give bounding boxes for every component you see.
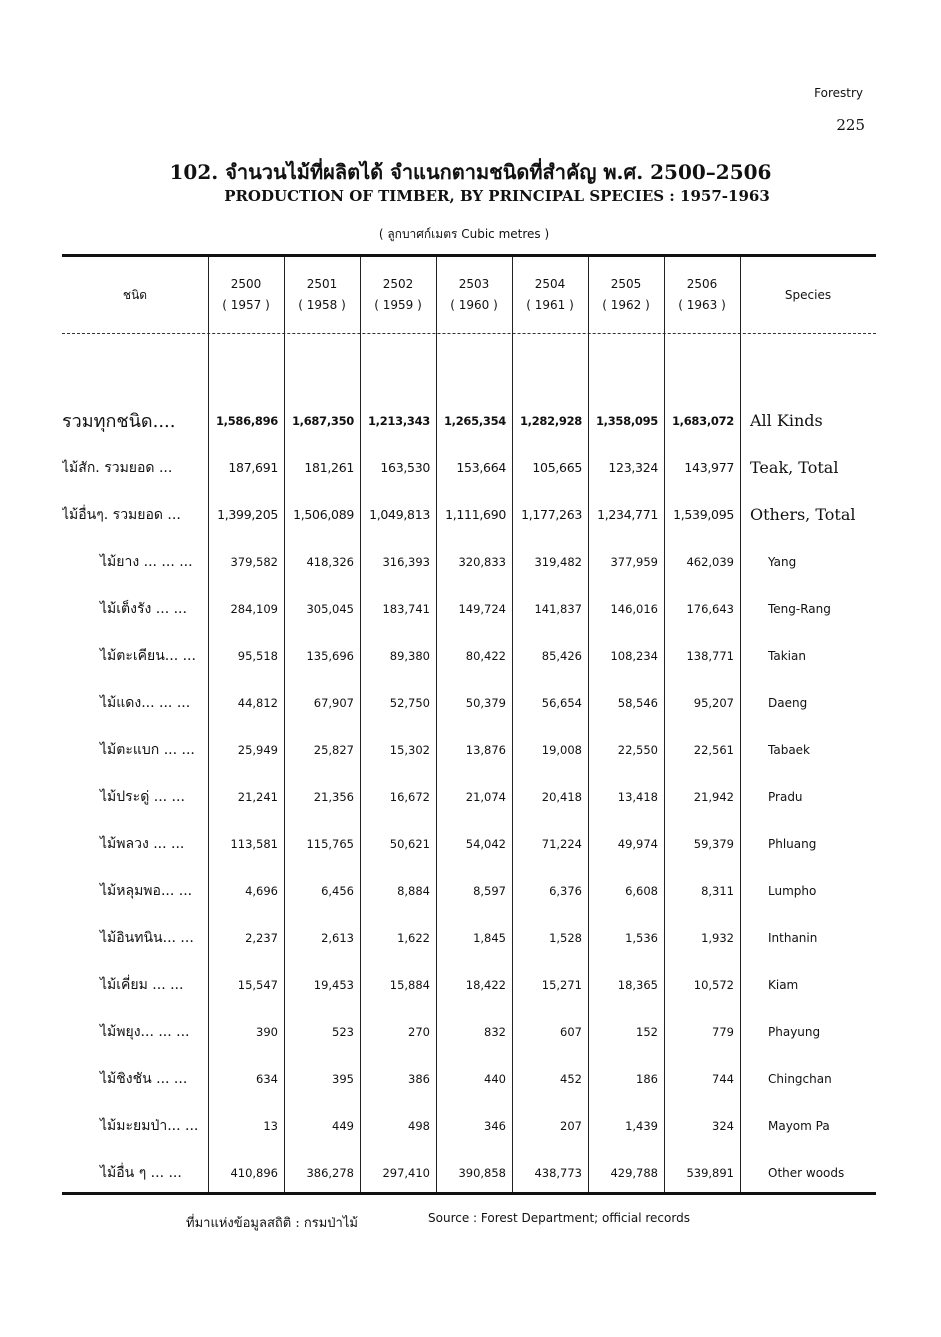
species-name-english: All Kinds	[750, 411, 823, 430]
volume-cell: 149,724	[458, 601, 506, 616]
table-row	[62, 444, 876, 491]
volume-cell: 15,302	[389, 742, 430, 757]
volume-cell: 135,696	[306, 648, 354, 663]
table-row	[62, 1008, 876, 1055]
volume-cell: 1,177,263	[521, 507, 582, 522]
volume-cell: 15,271	[541, 977, 582, 992]
volume-cell: 1,539,095	[673, 507, 734, 522]
volume-cell: 20,418	[541, 789, 582, 804]
table-row	[62, 397, 876, 444]
volume-cell: 80,422	[465, 648, 506, 663]
volume-cell: 15,547	[237, 977, 278, 992]
species-name-thai: ไม้อื่นๆ. รวมยอด ...	[62, 506, 181, 523]
section-label: Forestry	[814, 86, 863, 100]
volume-cell: 1,528	[549, 930, 582, 945]
volume-cell: 146,016	[610, 601, 658, 616]
volume-cell: 13	[263, 1118, 278, 1133]
species-name-thai: ไม้อื่น ๆ ... ...	[100, 1164, 182, 1181]
volume-cell: 49,974	[617, 836, 658, 851]
table-row	[62, 820, 876, 867]
year-header	[512, 257, 588, 333]
volume-cell: 1,439	[625, 1118, 658, 1133]
volume-cell: 316,393	[382, 554, 430, 569]
species-name-english: Mayom Pa	[768, 1118, 830, 1133]
volume-cell: 438,773	[534, 1165, 582, 1180]
volume-cell: 115,765	[306, 836, 354, 851]
volume-cell: 4,696	[245, 883, 278, 898]
species-name-english: Inthanin	[768, 930, 818, 945]
volume-cell: 6,376	[549, 883, 582, 898]
volume-cell: 176,643	[686, 601, 734, 616]
volume-cell: 8,311	[701, 883, 734, 898]
volume-cell: 832	[484, 1024, 506, 1039]
volume-cell: 18,365	[617, 977, 658, 992]
volume-cell: 19,453	[313, 977, 354, 992]
table-row	[62, 1149, 876, 1196]
unit-note: ( ลูกบาศก์เมตร Cubic metres )	[378, 227, 550, 241]
volume-cell: 85,426	[541, 648, 582, 663]
spacer-row	[62, 333, 876, 397]
data-table	[62, 257, 876, 1196]
table-row	[62, 1055, 876, 1102]
volume-cell: 181,261	[304, 460, 354, 475]
volume-cell: 440	[484, 1071, 506, 1086]
volume-cell: 123,324	[608, 460, 658, 475]
volume-cell: 1,265,354	[443, 413, 506, 428]
species-name-thai: ไม้เต็งรัง ... ...	[100, 600, 187, 617]
volume-cell: 50,621	[389, 836, 430, 851]
volume-cell: 143,977	[684, 460, 734, 475]
volume-cell: 539,891	[686, 1165, 734, 1180]
species-name-thai: ไม้ตะเคียน... ...	[100, 647, 196, 664]
volume-cell: 320,833	[458, 554, 506, 569]
species-name-english: Pradu	[768, 789, 803, 804]
volume-cell: 16,672	[389, 789, 430, 804]
year-be: 2505	[610, 277, 642, 291]
volume-cell: 25,827	[313, 742, 354, 757]
volume-cell: 18,422	[465, 977, 506, 992]
page-number: 225	[836, 116, 865, 134]
volume-cell: 379,582	[230, 554, 278, 569]
volume-cell: 22,561	[693, 742, 734, 757]
volume-cell: 52,750	[389, 695, 430, 710]
table-row	[62, 961, 876, 1008]
volume-cell: 50,379	[465, 695, 506, 710]
volume-cell: 71,224	[541, 836, 582, 851]
volume-cell: 187,691	[228, 460, 278, 475]
table-title-thai: 102. จำนวนไม้ที่ผลิตได้ จำแนกตามชนิดที่สำคัญ พ.ศ. 2500–2506	[169, 160, 772, 184]
table-title-english: PRODUCTION OF TIMBER, BY PRINCIPAL SPECIES : 1957-1963	[224, 187, 770, 205]
species-name-english: Tabaek	[768, 742, 810, 757]
volume-cell: 1,536	[625, 930, 658, 945]
species-name-english: Daeng	[768, 695, 808, 710]
year-ce: ( 1963 )	[678, 298, 726, 312]
volume-cell: 284,109	[230, 601, 278, 616]
volume-cell: 207	[560, 1118, 582, 1133]
volume-cell: 1,049,813	[369, 507, 430, 522]
volume-cell: 1,932	[701, 930, 734, 945]
species-name-thai: ไม้ชิงชัน ... ...	[100, 1070, 188, 1087]
volume-cell: 319,482	[534, 554, 582, 569]
species-header-english: Species	[784, 287, 832, 302]
species-name-thai: ไม้พลวง ... ...	[100, 835, 185, 852]
year-be: 2503	[458, 277, 490, 291]
species-name-english: Others, Total	[750, 505, 856, 524]
volume-cell: 744	[712, 1071, 734, 1086]
volume-cell: 89,380	[389, 648, 430, 663]
volume-cell: 270	[408, 1024, 430, 1039]
year-header	[664, 257, 740, 333]
source-english: Source : Forest Department; official records	[428, 1211, 690, 1225]
year-header	[360, 257, 436, 333]
year-be: 2501	[306, 277, 338, 291]
species-name-english: Other woods	[768, 1165, 845, 1180]
species-name-english: Teng-Rang	[768, 601, 831, 616]
species-name-thai: ไม้มะยมป่า... ...	[100, 1117, 199, 1134]
volume-cell: 152	[636, 1024, 658, 1039]
volume-cell: 21,074	[465, 789, 506, 804]
volume-cell: 54,042	[465, 836, 506, 851]
year-ce: ( 1959 )	[374, 298, 422, 312]
volume-cell: 21,241	[237, 789, 278, 804]
volume-cell: 1,358,095	[595, 413, 658, 428]
volume-cell: 25,949	[237, 742, 278, 757]
volume-cell: 523	[332, 1024, 354, 1039]
volume-cell: 13,418	[617, 789, 658, 804]
volume-cell: 1,687,350	[291, 413, 354, 428]
volume-cell: 44,812	[237, 695, 278, 710]
year-header	[588, 257, 664, 333]
volume-cell: 390,858	[458, 1165, 506, 1180]
volume-cell: 452	[560, 1071, 582, 1086]
table-row	[62, 679, 876, 726]
volume-cell: 95,207	[693, 695, 734, 710]
timber-production-table	[62, 254, 876, 1196]
volume-cell: 8,884	[397, 883, 430, 898]
volume-cell: 395	[332, 1071, 354, 1086]
volume-cell: 429,788	[610, 1165, 658, 1180]
year-header	[208, 257, 284, 333]
volume-cell: 56,654	[541, 695, 582, 710]
volume-cell: 183,741	[382, 601, 430, 616]
volume-cell: 1,683,072	[671, 413, 734, 428]
species-name-thai: ไม้อินทนิน... ...	[100, 929, 194, 946]
volume-cell: 1,213,343	[367, 413, 430, 428]
species-name-english: Kiam	[768, 977, 799, 992]
year-be: 2502	[382, 277, 414, 291]
species-name-thai: รวมทุกชนิด....	[62, 411, 176, 432]
species-name-thai: ไม้เคี่ยม ... ...	[100, 976, 184, 993]
volume-cell: 59,379	[693, 836, 734, 851]
volume-cell: 95,518	[237, 648, 278, 663]
species-name-english: Phayung	[768, 1024, 821, 1039]
species-header-thai: ชนิด	[122, 287, 148, 302]
species-name-english: Yang	[768, 554, 797, 569]
volume-cell: 153,664	[456, 460, 506, 475]
volume-cell: 1,234,771	[597, 507, 658, 522]
volume-cell: 1,111,690	[445, 507, 506, 522]
year-ce: ( 1957 )	[222, 298, 270, 312]
volume-cell: 1,506,089	[293, 507, 354, 522]
header-row	[62, 257, 876, 333]
volume-cell: 386,278	[306, 1165, 354, 1180]
volume-cell: 779	[712, 1024, 734, 1039]
table-row	[62, 632, 876, 679]
volume-cell: 21,942	[693, 789, 734, 804]
volume-cell: 2,613	[321, 930, 354, 945]
volume-cell: 410,896	[230, 1165, 278, 1180]
species-name-thai: ไม้ประดู่ ... ...	[100, 788, 185, 805]
volume-cell: 1,586,896	[215, 413, 278, 428]
species-name-english: Teak, Total	[750, 458, 839, 477]
volume-cell: 10,572	[693, 977, 734, 992]
volume-cell: 19,008	[541, 742, 582, 757]
volume-cell: 1,622	[397, 930, 430, 945]
source-thai: ที่มาแห่งข้อมูลสถิติ : กรมป่าไม้	[186, 1216, 358, 1231]
species-name-thai: ไม้ตะแบก ... ...	[100, 741, 195, 758]
species-name-thai: ไม้แดง... ... ...	[100, 694, 191, 711]
volume-cell: 8,597	[473, 883, 506, 898]
volume-cell: 377,959	[610, 554, 658, 569]
table-row	[62, 867, 876, 914]
volume-cell: 297,410	[382, 1165, 430, 1180]
volume-cell: 346	[484, 1118, 506, 1133]
volume-cell: 418,326	[306, 554, 354, 569]
table-row	[62, 538, 876, 585]
year-header	[436, 257, 512, 333]
species-name-english: Chingchan	[768, 1071, 832, 1086]
volume-cell: 386	[408, 1071, 430, 1086]
volume-cell: 13,876	[465, 742, 506, 757]
volume-cell: 2,237	[245, 930, 278, 945]
year-ce: ( 1961 )	[526, 298, 574, 312]
species-name-english: Lumpho	[768, 883, 817, 898]
species-name-thai: ไม้หลุมพอ... ...	[100, 882, 193, 899]
table-row	[62, 914, 876, 961]
year-ce: ( 1960 )	[450, 298, 498, 312]
species-name-english: Takian	[768, 648, 806, 663]
table-row	[62, 1102, 876, 1149]
volume-cell: 22,550	[617, 742, 658, 757]
volume-cell: 141,837	[534, 601, 582, 616]
volume-cell: 390	[256, 1024, 278, 1039]
volume-cell: 498	[408, 1118, 430, 1133]
volume-cell: 108,234	[610, 648, 658, 663]
volume-cell: 1,845	[473, 930, 506, 945]
year-ce: ( 1958 )	[298, 298, 346, 312]
volume-cell: 186	[636, 1071, 658, 1086]
year-be: 2504	[534, 277, 566, 291]
volume-cell: 21,356	[313, 789, 354, 804]
volume-cell: 462,039	[686, 554, 734, 569]
volume-cell: 113,581	[230, 836, 278, 851]
volume-cell: 449	[332, 1118, 354, 1133]
year-ce: ( 1962 )	[602, 298, 650, 312]
volume-cell: 607	[560, 1024, 582, 1039]
year-header	[284, 257, 360, 333]
volume-cell: 138,771	[686, 648, 734, 663]
volume-cell: 6,608	[625, 883, 658, 898]
volume-cell: 324	[712, 1118, 734, 1133]
volume-cell: 67,907	[313, 695, 354, 710]
volume-cell: 6,456	[321, 883, 354, 898]
volume-cell: 305,045	[306, 601, 354, 616]
volume-cell: 1,282,928	[519, 413, 582, 428]
table-row	[62, 585, 876, 632]
volume-cell: 105,665	[532, 460, 582, 475]
volume-cell: 1,399,205	[217, 507, 278, 522]
table-row	[62, 773, 876, 820]
species-name-thai: ไม้สัก. รวมยอด ...	[62, 459, 173, 476]
table-row	[62, 491, 876, 538]
volume-cell: 15,884	[389, 977, 430, 992]
species-name-thai: ไม้ยาง ... ... ...	[100, 553, 193, 570]
species-name-english: Phluang	[768, 836, 817, 851]
volume-cell: 163,530	[380, 460, 430, 475]
year-be: 2500	[230, 277, 262, 291]
table-row	[62, 726, 876, 773]
volume-cell: 58,546	[617, 695, 658, 710]
volume-cell: 634	[256, 1071, 278, 1086]
year-be: 2506	[686, 277, 718, 291]
species-name-thai: ไม้พยุง... ... ...	[100, 1023, 190, 1040]
